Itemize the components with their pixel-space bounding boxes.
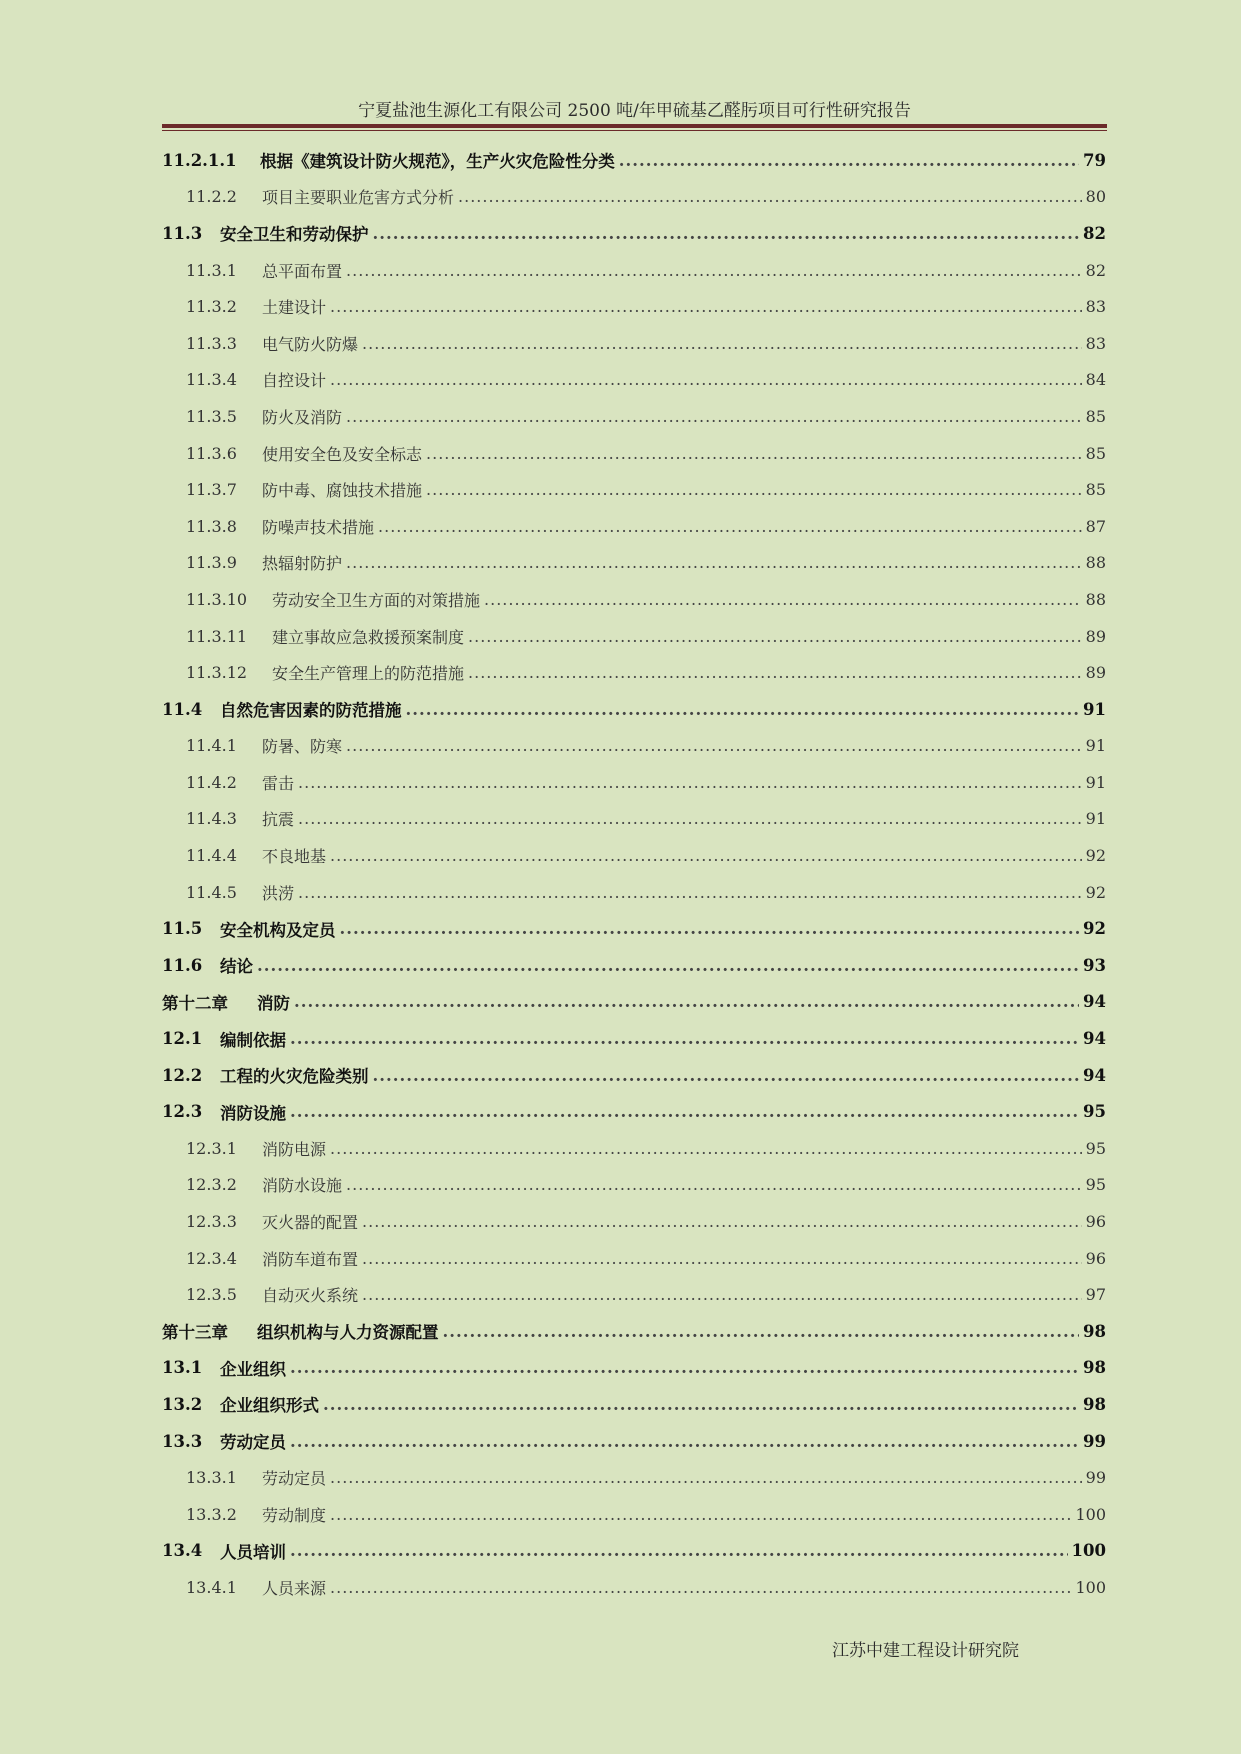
toc-entry-title: 使用安全色及安全标志: [262, 444, 423, 464]
toc-entry[interactable]: [162, 1020, 1106, 1057]
toc-entry-number: 11.3.8: [186, 516, 237, 536]
toc-dot-leader: [294, 992, 1079, 1011]
toc-entry[interactable]: [162, 325, 1106, 362]
toc-entry-page: 79: [1083, 150, 1106, 170]
toc-entry-page: 95: [1083, 1102, 1106, 1122]
toc-entry-title: 消防设施: [220, 1103, 286, 1123]
toc-entry[interactable]: [162, 362, 1106, 399]
toc-entry-title: 不良地基: [262, 847, 327, 867]
toc-entry-number: 第十二章: [162, 993, 228, 1013]
toc-dot-leader: [346, 736, 1082, 755]
toc-entry-page: 96: [1085, 1248, 1106, 1268]
toc-entry-page: 85: [1085, 480, 1106, 500]
toc-entry[interactable]: [162, 1240, 1106, 1277]
toc-entry[interactable]: [162, 435, 1106, 472]
toc-entry-title: 消防水设施: [262, 1176, 343, 1196]
toc-entry[interactable]: [162, 1313, 1106, 1350]
toc-dot-leader: [426, 444, 1082, 463]
toc-entry-number: 11.3.1: [186, 260, 237, 280]
toc-entry-number: 11.3.7: [186, 480, 237, 500]
toc-dot-leader: [362, 1285, 1082, 1304]
toc-entry[interactable]: [162, 1276, 1106, 1313]
toc-entry-title: 洪涝: [262, 883, 295, 903]
toc-entry-page: 100: [1071, 1541, 1106, 1561]
toc-entry-title: 防噪声技术措施: [262, 517, 375, 537]
toc-entry-title: 消防: [257, 993, 290, 1013]
page-header-title: 宁夏盐池生源化工有限公司 2500 吨/年甲硫基乙醛肟项目可行性研究报告: [358, 101, 911, 121]
toc-dot-leader: [290, 1029, 1079, 1048]
toc-entry-title: 安全机构及定员: [220, 920, 336, 940]
toc-entry[interactable]: [162, 984, 1106, 1021]
toc-entry-page: 98: [1083, 1394, 1106, 1414]
toc-entry-title: 工程的火灾危险类别: [220, 1067, 369, 1087]
toc-entry-page: 100: [1075, 1577, 1106, 1597]
toc-entry-number: 11.3.3: [186, 333, 237, 353]
toc-entry-number: 13.2: [162, 1394, 203, 1414]
toc-entry-page: 83: [1085, 333, 1106, 353]
toc-entry[interactable]: [162, 215, 1106, 252]
header-rule-thin: [162, 130, 1107, 131]
toc-entry-number: 11.3.6: [186, 443, 237, 463]
toc-dot-leader: [484, 590, 1082, 609]
toc-entry-number: 13.3: [162, 1431, 203, 1451]
toc-dot-leader: [362, 1212, 1082, 1231]
toc-entry-number: 11.3.10: [186, 589, 248, 609]
toc-entry-number: 13.3.1: [186, 1468, 237, 1488]
toc-entry-number: 11.3: [162, 223, 203, 243]
toc-entry[interactable]: [162, 288, 1106, 325]
toc-entry-page: 89: [1085, 663, 1106, 683]
toc-entry-title: 劳动定员: [262, 1469, 327, 1489]
toc-entry-title: 组织机构与人力资源配置: [257, 1323, 439, 1343]
toc-entry-title: 电气防火防爆: [262, 334, 359, 354]
toc-dot-leader: [443, 1322, 1080, 1341]
toc-entry[interactable]: [162, 1459, 1106, 1496]
toc-entry-number: 11.4.5: [186, 882, 237, 902]
toc-entry[interactable]: [162, 1496, 1106, 1533]
toc-entry-page: 82: [1085, 260, 1106, 280]
toc-entry-page: 85: [1085, 406, 1106, 426]
toc-entry-number: 11.5: [162, 919, 203, 939]
toc-entry-page: 98: [1083, 1358, 1106, 1378]
toc-entry[interactable]: [162, 508, 1106, 545]
toc-entry-title: 人员来源: [262, 1578, 327, 1598]
toc-entry-number: 12.3.5: [186, 1285, 237, 1305]
footer-organization: 江苏中建工程设计研究院: [832, 1641, 1019, 1661]
toc-dot-leader: [426, 480, 1082, 499]
toc-dot-leader: [330, 1468, 1082, 1487]
toc-dot-leader: [406, 700, 1080, 719]
toc-entry[interactable]: [162, 142, 1106, 179]
toc-entry-page: 92: [1083, 919, 1106, 939]
toc-entry-number: 13.4: [162, 1541, 203, 1561]
toc-dot-leader: [330, 1505, 1071, 1524]
toc-entry[interactable]: [162, 764, 1106, 801]
toc-entry-title: 企业组织形式: [220, 1396, 319, 1416]
toc-entry-page: 92: [1085, 846, 1106, 866]
toc-entry-title: 雷击: [262, 773, 295, 793]
toc-entry-title: 防火及消防: [262, 407, 343, 427]
table-of-contents: [162, 142, 1106, 1606]
toc-entry[interactable]: [162, 252, 1106, 289]
toc-entry-number: 11.3.9: [186, 553, 237, 573]
toc-entry-number: 11.3.12: [186, 663, 248, 683]
toc-entry-title: 土建设计: [262, 298, 327, 318]
toc-entry-number: 第十三章: [162, 1323, 228, 1343]
toc-entry[interactable]: [162, 1093, 1106, 1130]
toc-entry-number: 11.4.3: [186, 809, 237, 829]
toc-entry[interactable]: [162, 581, 1106, 618]
toc-entry-page: 92: [1085, 882, 1106, 902]
toc-entry-page: 97: [1085, 1285, 1106, 1305]
toc-dot-leader: [346, 407, 1082, 426]
toc-entry-number: 12.2: [162, 1065, 203, 1085]
toc-entry[interactable]: [162, 1057, 1106, 1094]
toc-entry[interactable]: [162, 471, 1106, 508]
toc-entry-title: 防中毒、腐蚀技术措施: [262, 481, 423, 501]
toc-dot-leader: [378, 517, 1082, 536]
toc-entry-title: 项目主要职业危害方式分析: [262, 188, 455, 208]
toc-entry-number: 11.2.1.1: [162, 150, 237, 170]
toc-entry[interactable]: [162, 1569, 1106, 1606]
toc-entry-title: 安全卫生和劳动保护: [220, 225, 369, 245]
toc-entry[interactable]: [162, 1350, 1106, 1387]
toc-entry-title: 消防车道布置: [262, 1249, 359, 1269]
toc-entry-number: 11.4.2: [186, 772, 237, 792]
toc-dot-leader: [330, 297, 1082, 316]
toc-entry-number: 13.4.1: [186, 1577, 237, 1597]
toc-entry-number: 11.3.2: [186, 297, 237, 317]
toc-dot-leader: [346, 1175, 1082, 1194]
toc-entry-number: 12.3: [162, 1102, 203, 1122]
toc-entry-number: 13.3.2: [186, 1504, 237, 1524]
toc-dot-leader: [330, 846, 1082, 865]
toc-entry-title: 劳动安全卫生方面的对策措施: [272, 590, 481, 610]
toc-entry[interactable]: [162, 947, 1106, 984]
toc-entry[interactable]: [162, 618, 1106, 655]
toc-entry[interactable]: [162, 910, 1106, 947]
toc-dot-leader: [362, 1249, 1082, 1268]
toc-entry-page: 89: [1085, 626, 1106, 646]
toc-entry-page: 87: [1085, 516, 1106, 536]
toc-entry-number: 11.3.5: [186, 406, 237, 426]
toc-entry-number: 11.4: [162, 699, 203, 719]
toc-entry-page: 91: [1085, 809, 1106, 829]
toc-entry-title: 劳动制度: [262, 1505, 327, 1525]
toc-entry-page: 96: [1085, 1212, 1106, 1232]
toc-dot-leader: [373, 1066, 1080, 1085]
toc-entry[interactable]: [162, 801, 1106, 838]
toc-entry[interactable]: [162, 1423, 1106, 1460]
toc-entry-page: 83: [1085, 297, 1106, 317]
toc-entry-page: 84: [1085, 370, 1106, 390]
header-rule-thick: [162, 124, 1107, 128]
toc-entry-title: 总平面布置: [262, 261, 343, 281]
toc-entry-page: 99: [1083, 1431, 1106, 1451]
toc-entry-title: 抗震: [262, 810, 295, 830]
toc-dot-leader: [298, 883, 1082, 902]
toc-entry-title: 自动灭火系统: [262, 1286, 359, 1306]
toc-entry-title: 自然危害因素的防范措施: [220, 701, 402, 721]
toc-dot-leader: [373, 224, 1080, 243]
toc-entry-page: 99: [1085, 1468, 1106, 1488]
toc-entry[interactable]: [162, 728, 1106, 765]
toc-entry-title: 劳动定员: [220, 1433, 286, 1453]
toc-entry-page: 100: [1075, 1504, 1106, 1524]
toc-entry[interactable]: [162, 179, 1106, 216]
toc-entry[interactable]: [162, 691, 1106, 728]
toc-entry-title: 安全生产管理上的防范措施: [272, 664, 465, 684]
toc-dot-leader: [346, 553, 1082, 572]
toc-entry-page: 94: [1083, 1029, 1106, 1049]
toc-dot-leader: [362, 334, 1082, 353]
toc-entry-page: 80: [1085, 187, 1106, 207]
toc-entry-page: 91: [1085, 772, 1106, 792]
toc-entry-title: 编制依据: [220, 1030, 286, 1050]
toc-entry-number: 11.3.4: [186, 370, 237, 390]
toc-entry-title: 建立事故应急救援预案制度: [272, 627, 465, 647]
toc-entry-page: 94: [1083, 1065, 1106, 1085]
toc-dot-leader: [257, 956, 1079, 975]
toc-dot-leader: [290, 1432, 1079, 1451]
toc-dot-leader: [330, 1139, 1082, 1158]
toc-dot-leader: [298, 809, 1082, 828]
toc-entry-number: 12.3.2: [186, 1175, 237, 1195]
toc-entry-title: 企业组织: [220, 1359, 286, 1379]
toc-entry-number: 11.6: [162, 955, 203, 975]
toc-entry[interactable]: [162, 837, 1106, 874]
toc-dot-leader: [468, 627, 1082, 646]
toc-entry[interactable]: [162, 1167, 1106, 1204]
toc-entry-title: 结论: [220, 957, 253, 977]
toc-entry[interactable]: [162, 654, 1106, 691]
toc-dot-leader: [330, 1578, 1071, 1597]
toc-dot-leader: [290, 1358, 1079, 1377]
toc-entry-page: 95: [1085, 1175, 1106, 1195]
toc-entry[interactable]: [162, 874, 1106, 911]
toc-entry-title: 热辐射防护: [262, 554, 343, 574]
toc-entry[interactable]: [162, 1386, 1106, 1423]
toc-entry[interactable]: [162, 545, 1106, 582]
toc-dot-leader: [330, 370, 1082, 389]
toc-entry-number: 11.4.4: [186, 846, 237, 866]
toc-entry-title: 灭火器的配置: [262, 1213, 359, 1233]
toc-entry[interactable]: [162, 1203, 1106, 1240]
toc-dot-leader: [468, 663, 1082, 682]
toc-entry[interactable]: [162, 1533, 1106, 1570]
toc-dot-leader: [340, 919, 1080, 938]
toc-entry-number: 13.1: [162, 1358, 203, 1378]
toc-dot-leader: [323, 1395, 1079, 1414]
toc-entry-page: 95: [1085, 1138, 1106, 1158]
toc-entry-title: 防暑、防寒: [262, 737, 343, 757]
toc-entry-number: 12.1: [162, 1029, 203, 1049]
toc-entry-page: 93: [1083, 955, 1106, 975]
toc-entry-page: 91: [1085, 736, 1106, 756]
toc-entry-page: 82: [1083, 223, 1106, 243]
toc-entry-page: 98: [1083, 1321, 1106, 1341]
toc-entry-number: 12.3.1: [186, 1138, 237, 1158]
toc-dot-leader: [290, 1541, 1068, 1560]
toc-entry-number: 11.3.11: [186, 626, 248, 646]
toc-entry[interactable]: [162, 398, 1106, 435]
toc-dot-leader: [290, 1102, 1079, 1121]
toc-entry-title: 根据《建筑设计防火规范》，生产火灾危险性分类: [260, 152, 615, 172]
toc-dot-leader: [458, 187, 1082, 206]
toc-dot-leader: [346, 261, 1082, 280]
toc-dot-leader: [619, 151, 1079, 170]
toc-entry-page: 85: [1085, 443, 1106, 463]
toc-entry-number: 11.4.1: [186, 736, 237, 756]
toc-entry[interactable]: [162, 1130, 1106, 1167]
toc-entry-title: 消防电源: [262, 1139, 327, 1159]
toc-entry-number: 11.2.2: [186, 187, 237, 207]
toc-dot-leader: [298, 773, 1082, 792]
toc-entry-page: 91: [1083, 699, 1106, 719]
toc-entry-number: 12.3.4: [186, 1248, 237, 1268]
toc-entry-title: 自控设计: [262, 371, 327, 391]
toc-entry-title: 人员培训: [220, 1542, 286, 1562]
toc-entry-number: 12.3.3: [186, 1212, 237, 1232]
toc-entry-page: 94: [1083, 992, 1106, 1012]
toc-entry-page: 88: [1085, 553, 1106, 573]
toc-entry-page: 88: [1085, 589, 1106, 609]
